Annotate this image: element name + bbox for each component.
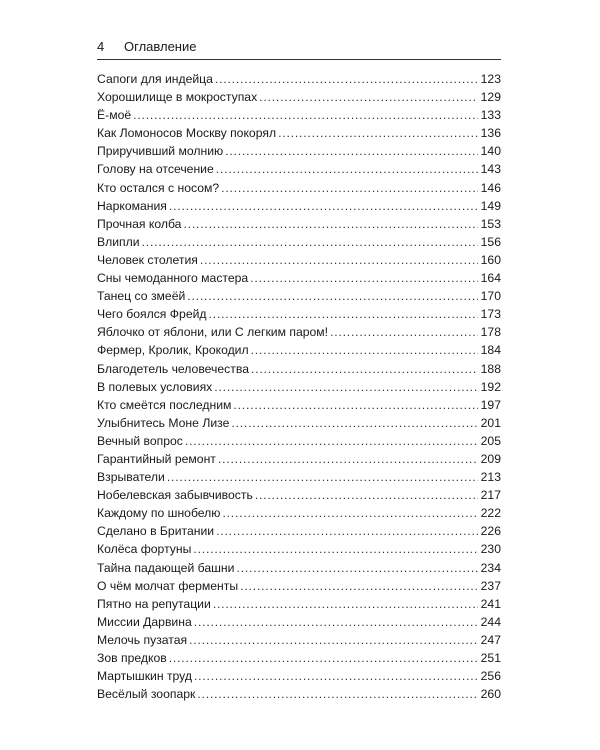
dot-leader (209, 305, 478, 323)
toc-entry-title: Мартышкин труд (97, 669, 192, 684)
toc-entry-page-number: 170 (480, 289, 501, 304)
toc-entry-page-number: 241 (480, 596, 501, 611)
dot-leader (222, 504, 477, 522)
toc-entry-title: Зов предков (97, 651, 167, 665)
toc-entry (97, 432, 501, 450)
toc-entry-title: Влипли (97, 234, 140, 249)
toc-entry (97, 269, 501, 287)
toc-entry-title: Нобелевская забывчивость (97, 488, 253, 503)
toc-entry-page-number: 133 (480, 108, 501, 123)
dot-leader (200, 251, 478, 269)
toc-entry-title: Весёлый зоопарк (97, 687, 196, 702)
toc-entry (97, 142, 501, 160)
toc-entry-page-number: 123 (480, 72, 501, 86)
toc-entry-title: Благодетель человечества (97, 361, 249, 376)
toc-entry-title: Фермер, Кролик, Крокодил (97, 343, 249, 358)
toc-entry-page-number: 234 (480, 560, 501, 575)
dot-leader (214, 378, 477, 396)
toc-entry-title: Прочная колба (97, 216, 182, 231)
toc-entry (97, 649, 501, 667)
toc-entry (97, 124, 501, 142)
toc-entry (97, 70, 501, 88)
toc-entry-page-number: 192 (480, 379, 501, 394)
page-header (97, 36, 501, 58)
toc-entry-page-number: 256 (480, 669, 501, 684)
toc-entry-page-number: 213 (480, 470, 501, 485)
dot-leader (218, 450, 478, 468)
toc-entry-title: Улыбнитесь Моне Лизе (97, 415, 230, 430)
toc-entry-title: В полевых условиях (97, 379, 213, 394)
dot-leader (231, 414, 477, 432)
toc-entry-title: Сделано в Британии (97, 524, 215, 539)
toc-entry (97, 88, 501, 106)
toc-entry (97, 414, 501, 432)
dot-leader (225, 142, 477, 160)
toc-entry-title: Яблочко от яблони, или С легким паром! (97, 325, 329, 340)
toc-entry-page-number: 237 (480, 578, 501, 593)
toc-entry (97, 179, 501, 197)
toc-entry-page-number: 136 (480, 126, 501, 141)
toc-entry-page-number: 153 (480, 216, 501, 231)
dot-leader (133, 106, 478, 124)
toc-entry (97, 215, 501, 233)
toc-entry-page-number: 247 (480, 632, 501, 647)
toc-entry (97, 559, 501, 577)
dot-leader (251, 360, 478, 378)
dot-leader (193, 540, 477, 558)
toc-entry-title: Человек столетия (97, 252, 198, 267)
toc-entry-page-number: 230 (480, 542, 501, 557)
dot-leader (233, 396, 477, 414)
toc-entry-title: Вечный вопрос (97, 433, 183, 448)
toc-entry-title: Миссии Дарвина (97, 614, 192, 629)
toc-entry-title: Взрыватели (97, 470, 165, 485)
dot-leader (213, 595, 478, 613)
toc-entry-page-number: 205 (480, 433, 501, 448)
toc-entry-title: Кто смеётся последним (97, 397, 232, 412)
toc-entry-page-number: 178 (480, 325, 501, 340)
toc-entry-page-number: 244 (480, 614, 501, 629)
toc-entry-title: Хорошилище в мокроступах (97, 90, 258, 105)
toc-entry-title: Тайна падающей башни (97, 560, 235, 575)
toc-entry (97, 305, 501, 323)
toc-entry (97, 667, 501, 685)
toc-entry-page-number: 188 (480, 361, 501, 376)
toc-entry (97, 360, 501, 378)
dot-leader (259, 88, 477, 106)
toc-entry (97, 577, 501, 595)
dot-leader (250, 269, 477, 287)
dot-leader (255, 486, 478, 504)
toc-entry (97, 522, 501, 540)
toc-entry-page-number: 143 (480, 162, 501, 177)
toc-entry-page-number: 146 (480, 180, 501, 195)
toc-entry-title: Как Ломоносов Москву покорял (97, 126, 277, 141)
toc-entry-title: Гарантийный ремонт (97, 451, 216, 466)
table-of-contents (97, 70, 501, 703)
dot-leader (240, 577, 478, 595)
toc-entry-page-number: 217 (480, 488, 501, 503)
toc-entry-page-number: 129 (480, 90, 501, 105)
toc-entry (97, 323, 501, 341)
toc-entry-page-number: 156 (480, 234, 501, 249)
toc-entry (97, 450, 501, 468)
toc-entry-page-number: 149 (480, 198, 501, 213)
toc-entry-title: Мелочь пузатая (97, 632, 188, 647)
dot-leader (221, 179, 478, 197)
toc-entry-page-number: 184 (480, 343, 501, 358)
dot-leader (169, 197, 478, 215)
dot-leader (183, 215, 477, 233)
dot-leader (169, 649, 478, 667)
toc-entry-title: Пятно на репутации (97, 596, 211, 611)
dot-leader (216, 160, 478, 178)
page-title: Оглавление (124, 39, 197, 54)
toc-entry (97, 233, 501, 251)
dot-leader (197, 685, 477, 703)
dot-leader (187, 287, 477, 305)
dot-leader (194, 667, 478, 685)
toc-entry-page-number: 251 (480, 651, 501, 665)
toc-entry-title: Сапоги для индейца (97, 72, 213, 86)
toc-entry (97, 396, 501, 414)
toc-entry (97, 468, 501, 486)
toc-entry (97, 540, 501, 558)
toc-entry-title: Приручивший молнию (97, 144, 224, 159)
dot-leader (194, 613, 478, 631)
toc-entry-title: Голову на отсечение (97, 162, 214, 177)
toc-entry-title: Колёса фортуны (97, 542, 192, 557)
dot-leader (142, 233, 478, 251)
toc-entry (97, 287, 501, 305)
toc-entry-title: Чего боялся Фрейд (97, 307, 207, 322)
dot-leader (251, 341, 478, 359)
toc-entry-page-number: 260 (480, 687, 501, 702)
toc-entry-title: Танец со змеёй (97, 289, 186, 304)
toc-entry (97, 197, 501, 215)
toc-entry-page-number: 222 (480, 506, 501, 521)
toc-entry-title: О чём молчат ферменты (97, 578, 239, 593)
toc-entry-page-number: 164 (480, 271, 501, 286)
toc-entry-title: Наркомания (97, 198, 167, 213)
toc-entry-page-number: 226 (480, 524, 501, 539)
toc-entry-page-number: 160 (480, 252, 501, 267)
toc-entry (97, 160, 501, 178)
toc-entry-title: Кто остался с носом? (97, 180, 220, 195)
toc-entry-title: Сны чемоданного мастера (97, 271, 249, 286)
dot-leader (216, 522, 478, 540)
toc-entry (97, 106, 501, 124)
dot-leader (189, 631, 478, 649)
toc-entry (97, 341, 501, 359)
toc-entry-title: Каждому по шнобелю (97, 506, 221, 521)
page-number: 4 (97, 39, 105, 54)
dot-leader (330, 323, 478, 341)
toc-entry-page-number: 140 (480, 144, 501, 159)
toc-entry (97, 613, 501, 631)
toc-entry-page-number: 209 (480, 451, 501, 466)
dot-leader (236, 559, 477, 577)
toc-entry (97, 251, 501, 269)
toc-entry (97, 685, 501, 703)
dot-leader (167, 468, 478, 486)
dot-leader (215, 70, 478, 88)
toc-entry-page-number: 201 (480, 415, 501, 430)
toc-entry (97, 378, 501, 396)
header-divider (97, 59, 501, 60)
dot-leader (278, 124, 478, 142)
toc-entry (97, 504, 501, 522)
toc-entry-page-number: 173 (480, 307, 501, 322)
toc-entry (97, 486, 501, 504)
toc-entry (97, 631, 501, 649)
toc-entry-title: Ё-моё (97, 108, 132, 123)
dot-leader (185, 432, 478, 450)
toc-entry (97, 595, 501, 613)
toc-entry-page-number: 197 (480, 397, 501, 412)
